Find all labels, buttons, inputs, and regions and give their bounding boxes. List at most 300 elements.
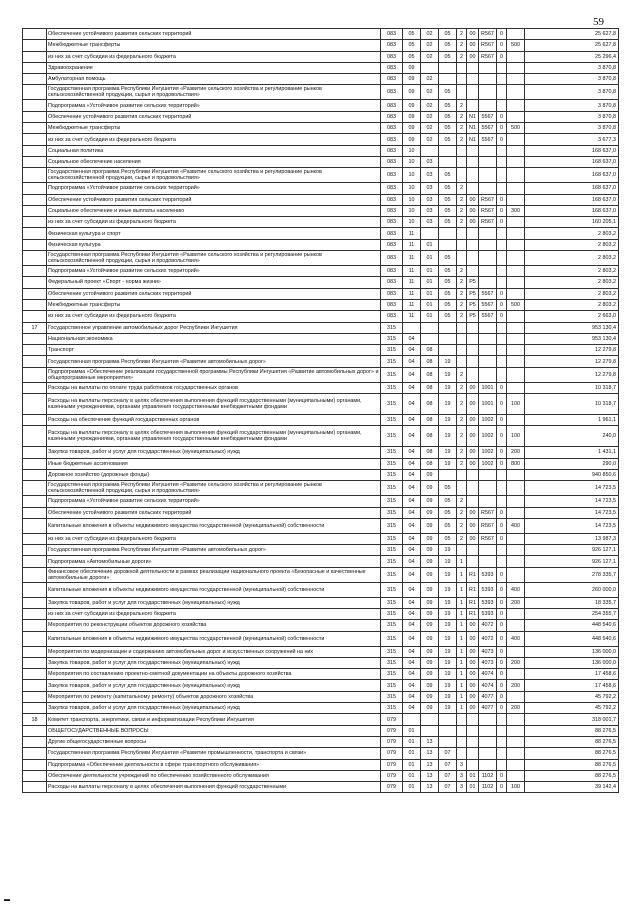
code-cell: 02 — [421, 51, 439, 62]
code-cell: 04 — [403, 367, 421, 382]
code-cell: 0 — [497, 40, 507, 51]
code-cell: 0 — [497, 631, 507, 646]
code-cell: 09 — [421, 496, 439, 507]
code-cell: 04 — [403, 447, 421, 458]
code-cell: 083 — [381, 40, 403, 51]
code-cell — [467, 545, 479, 556]
code-cell — [467, 266, 479, 277]
code-cell: 09 — [421, 703, 439, 714]
code-cell: 04 — [403, 382, 421, 393]
code-cell — [457, 62, 467, 73]
code-cell: 315 — [381, 394, 403, 415]
item-name-cell: из них за счет субсидии из федерального бюджета — [47, 533, 381, 544]
code-cell: 079 — [381, 725, 403, 736]
table-row — [23, 382, 619, 393]
code-cell: 2 — [457, 367, 467, 382]
item-name-cell: Подпрограмма «Устойчивое развитие сельских территорий» — [47, 496, 381, 507]
table-row — [23, 507, 619, 518]
code-cell: 083 — [381, 29, 403, 40]
amount-cell: 45 792,2 — [525, 703, 619, 714]
code-cell: 19 — [439, 394, 457, 415]
code-cell: 04 — [403, 597, 421, 608]
code-cell: R567 — [479, 533, 497, 544]
code-cell: 0 — [497, 597, 507, 608]
code-cell: 19 — [439, 415, 457, 426]
code-cell: 02 — [421, 85, 439, 100]
code-cell: 19 — [439, 447, 457, 458]
code-cell: 315 — [381, 356, 403, 367]
code-cell: 05 — [439, 134, 457, 145]
amount-cell: 2 803,2 — [525, 266, 619, 277]
amount-cell: 168 637,0 — [525, 205, 619, 216]
code-cell — [439, 156, 457, 167]
code-cell: 04 — [403, 394, 421, 415]
code-cell: 2 — [457, 100, 467, 111]
code-cell: 2 — [457, 40, 467, 51]
table-row — [23, 736, 619, 747]
code-cell: 04 — [403, 669, 421, 680]
code-cell — [457, 239, 467, 250]
code-cell: 083 — [381, 134, 403, 145]
code-cell: 0 — [497, 507, 507, 518]
code-cell: 500 — [507, 40, 525, 51]
code-cell: 13 — [421, 782, 439, 793]
code-cell: 08 — [421, 345, 439, 356]
code-cell — [467, 183, 479, 194]
item-name-cell: ОБЩЕГОСУДАРСТВЕННЫЕ ВОПРОСЫ — [47, 725, 381, 736]
code-cell — [507, 266, 525, 277]
code-cell — [497, 322, 507, 333]
code-cell: 200 — [507, 657, 525, 668]
table-row — [23, 145, 619, 156]
amount-cell: 3 870,8 — [525, 74, 619, 85]
table-row — [23, 333, 619, 344]
code-cell — [497, 736, 507, 747]
code-cell: 03 — [421, 205, 439, 216]
code-cell: 0 — [497, 134, 507, 145]
code-cell: 0 — [497, 194, 507, 205]
row-number-cell — [23, 183, 47, 194]
amount-cell: 88 276,5 — [525, 736, 619, 747]
code-cell — [507, 367, 525, 382]
code-cell — [439, 714, 457, 725]
code-cell: 04 — [403, 545, 421, 556]
code-cell — [497, 145, 507, 156]
code-cell — [479, 736, 497, 747]
table-row — [23, 703, 619, 714]
code-cell: 03 — [421, 156, 439, 167]
code-cell: 11 — [403, 228, 421, 239]
amount-cell: 160 205,1 — [525, 217, 619, 228]
code-cell — [421, 714, 439, 725]
code-cell: 09 — [421, 620, 439, 631]
row-number-cell — [23, 725, 47, 736]
table-row — [23, 367, 619, 382]
code-cell: 10 — [403, 156, 421, 167]
amount-cell: 168 637,0 — [525, 156, 619, 167]
code-cell: 03 — [421, 217, 439, 228]
amount-cell: 12 279,8 — [525, 345, 619, 356]
code-cell: 19 — [439, 367, 457, 382]
code-cell: 315 — [381, 447, 403, 458]
code-cell — [439, 322, 457, 333]
code-cell — [507, 759, 525, 770]
code-cell: 04 — [403, 657, 421, 668]
code-cell: 09 — [403, 74, 421, 85]
code-cell: 0 — [497, 426, 507, 447]
code-cell: 315 — [381, 620, 403, 631]
amount-cell: 3 870,8 — [525, 123, 619, 134]
item-name-cell: Обеспечение деятельности учреждений по обеспечению хозяйственного обслуживания — [47, 770, 381, 781]
code-cell — [497, 725, 507, 736]
code-cell: 08 — [421, 458, 439, 469]
table-row — [23, 356, 619, 367]
code-cell: 05 — [439, 40, 457, 51]
code-cell: 05 — [439, 85, 457, 100]
code-cell: 083 — [381, 228, 403, 239]
amount-cell: 18 335,7 — [525, 597, 619, 608]
code-cell — [507, 251, 525, 266]
page-edge-mark: ▬ — [4, 897, 10, 903]
code-cell — [457, 748, 467, 759]
code-cell — [479, 356, 497, 367]
code-cell: 2 — [457, 194, 467, 205]
code-cell: 083 — [381, 100, 403, 111]
item-name-cell: Социальная политика — [47, 145, 381, 156]
row-number-cell — [23, 29, 47, 40]
code-cell: R1 — [467, 567, 479, 582]
code-cell: 0 — [497, 770, 507, 781]
item-name-cell: Иные бюджетные ассигнования — [47, 458, 381, 469]
code-cell — [467, 556, 479, 567]
amount-cell: 12 279,8 — [525, 356, 619, 367]
code-cell — [479, 545, 497, 556]
code-cell — [507, 194, 525, 205]
code-cell — [479, 183, 497, 194]
code-cell: 09 — [403, 100, 421, 111]
amount-cell: 2 803,2 — [525, 288, 619, 299]
code-cell: 05 — [439, 496, 457, 507]
item-name-cell: Физическая культура — [47, 239, 381, 250]
code-cell — [497, 251, 507, 266]
code-cell — [497, 714, 507, 725]
code-cell: 1102 — [479, 782, 497, 793]
item-name-cell: Капитальные вложения в объекты недвижимого имущества государственной (муниципальной) собственности — [47, 582, 381, 597]
code-cell: P5 — [467, 288, 479, 299]
code-cell — [497, 481, 507, 496]
code-cell — [507, 156, 525, 167]
row-number-cell — [23, 51, 47, 62]
code-cell — [507, 288, 525, 299]
code-cell: 0 — [497, 518, 507, 533]
code-cell — [507, 217, 525, 228]
code-cell: 04 — [403, 356, 421, 367]
code-cell: 315 — [381, 691, 403, 702]
code-cell — [507, 608, 525, 619]
code-cell — [497, 333, 507, 344]
code-cell: 05 — [439, 533, 457, 544]
code-cell: 01 — [421, 288, 439, 299]
amount-cell: 12 279,8 — [525, 367, 619, 382]
row-number-cell — [23, 582, 47, 597]
code-cell: 01 — [421, 251, 439, 266]
row-number-cell — [23, 277, 47, 288]
item-name-cell: Закупка товаров, работ и услуг для государственных (муниципальных) нужд — [47, 703, 381, 714]
code-cell: 079 — [381, 736, 403, 747]
page-number: 59 — [593, 16, 604, 28]
row-number-cell — [23, 608, 47, 619]
item-name-cell: Государственная программа Республики Ингушетия «Развитие сельского хозяйства и регулирование рынков сельскохозяйственной продукции, сырья и продовольствия» — [47, 168, 381, 183]
code-cell: 19 — [439, 631, 457, 646]
code-cell — [439, 469, 457, 480]
code-cell: 1001 — [479, 382, 497, 393]
amount-cell: 3 870,8 — [525, 100, 619, 111]
amount-cell: 14 723,5 — [525, 481, 619, 496]
code-cell: 083 — [381, 194, 403, 205]
row-number-cell — [23, 217, 47, 228]
table-row — [23, 415, 619, 426]
code-cell — [497, 759, 507, 770]
code-cell: 03 — [421, 183, 439, 194]
code-cell — [479, 333, 497, 344]
code-cell: 05 — [403, 51, 421, 62]
code-cell: 07 — [439, 770, 457, 781]
code-cell: 0 — [497, 657, 507, 668]
code-cell: 00 — [467, 507, 479, 518]
code-cell — [479, 239, 497, 250]
code-cell — [457, 469, 467, 480]
code-cell: 1 — [457, 556, 467, 567]
table-row — [23, 458, 619, 469]
code-cell: 315 — [381, 518, 403, 533]
amount-cell: 953 130,4 — [525, 333, 619, 344]
code-cell: 04 — [403, 533, 421, 544]
code-cell: 01 — [403, 748, 421, 759]
code-cell: 04 — [403, 518, 421, 533]
code-cell: 2 — [457, 447, 467, 458]
code-cell: 5393 — [479, 582, 497, 597]
code-cell: 3 — [457, 782, 467, 793]
code-cell: 05 — [439, 299, 457, 310]
item-name-cell: Подпрограмма «Устойчивое развитие сельских территорий» — [47, 183, 381, 194]
code-cell: 04 — [403, 426, 421, 447]
code-cell: 200 — [507, 447, 525, 458]
amount-cell: 318 001,7 — [525, 714, 619, 725]
code-cell: 083 — [381, 311, 403, 322]
code-cell — [439, 145, 457, 156]
code-cell: 13 — [421, 759, 439, 770]
row-number-cell — [23, 111, 47, 122]
item-name-cell: Подпрограмма «Автомобильные дороги» — [47, 556, 381, 567]
item-name-cell: Межбюджетные трансферты — [47, 299, 381, 310]
code-cell — [479, 469, 497, 480]
code-cell — [507, 356, 525, 367]
code-cell: 0 — [497, 533, 507, 544]
code-cell: 083 — [381, 51, 403, 62]
item-name-cell: Мероприятия по реконструкции объектов дорожного хозяйства — [47, 620, 381, 631]
code-cell: 02 — [421, 111, 439, 122]
code-cell: 315 — [381, 657, 403, 668]
code-cell: P5 — [467, 277, 479, 288]
code-cell — [497, 556, 507, 567]
amount-cell: 25 296,4 — [525, 51, 619, 62]
code-cell: 0 — [497, 51, 507, 62]
item-name-cell: Обеспечение устойчивого развития сельских территорий — [47, 111, 381, 122]
code-cell: 01 — [421, 299, 439, 310]
code-cell: 19 — [439, 356, 457, 367]
item-name-cell: Подпрограмма «Устойчивое развитие сельских территорий» — [47, 100, 381, 111]
amount-cell: 168 637,0 — [525, 145, 619, 156]
code-cell: 08 — [421, 426, 439, 447]
table-row — [23, 251, 619, 266]
code-cell: 5393 — [479, 597, 497, 608]
code-cell: 11 — [403, 299, 421, 310]
amount-cell: 1 961,1 — [525, 415, 619, 426]
code-cell: 083 — [381, 239, 403, 250]
code-cell: 10 — [403, 183, 421, 194]
row-number-cell — [23, 394, 47, 415]
code-cell — [507, 507, 525, 518]
amount-cell: 2 803,2 — [525, 228, 619, 239]
row-number-cell — [23, 458, 47, 469]
amount-cell: 240,0 — [525, 426, 619, 447]
code-cell: 09 — [421, 469, 439, 480]
code-cell: 00 — [467, 205, 479, 216]
code-cell: 315 — [381, 426, 403, 447]
code-cell — [497, 239, 507, 250]
code-cell: N1 — [467, 134, 479, 145]
code-cell — [507, 770, 525, 781]
code-cell: 00 — [467, 51, 479, 62]
code-cell — [507, 736, 525, 747]
code-cell: 315 — [381, 533, 403, 544]
item-name-cell: Закупка товаров, работ и услуг для государственных (муниципальных) нужд — [47, 657, 381, 668]
table-row — [23, 277, 619, 288]
row-number-cell — [23, 228, 47, 239]
table-row — [23, 608, 619, 619]
code-cell: 19 — [439, 680, 457, 691]
code-cell — [439, 345, 457, 356]
code-cell: 00 — [467, 458, 479, 469]
code-cell: 00 — [467, 382, 479, 393]
code-cell — [421, 333, 439, 344]
code-cell: 08 — [421, 447, 439, 458]
table-row — [23, 183, 619, 194]
item-name-cell: Другие общегосударственные вопросы — [47, 736, 381, 747]
code-cell: 19 — [439, 556, 457, 567]
code-cell — [479, 168, 497, 183]
row-number-cell — [23, 123, 47, 134]
code-cell — [457, 228, 467, 239]
code-cell: 13 — [421, 748, 439, 759]
table-row — [23, 582, 619, 597]
code-cell — [479, 759, 497, 770]
code-cell — [507, 85, 525, 100]
code-cell: 315 — [381, 345, 403, 356]
amount-cell: 290,0 — [525, 458, 619, 469]
code-cell: 5567 — [479, 288, 497, 299]
code-cell — [507, 714, 525, 725]
code-cell: 11 — [403, 266, 421, 277]
code-cell: 079 — [381, 782, 403, 793]
item-name-cell: Обеспечение устойчивого развития сельских территорий — [47, 29, 381, 40]
code-cell: 05 — [439, 251, 457, 266]
item-name-cell: Комитет транспорта, энергетики, связи и информатизации Республики Ингушетия — [47, 714, 381, 725]
code-cell: 19 — [439, 646, 457, 657]
item-name-cell: Расходы на выплаты по оплате труда работников государственных органов — [47, 382, 381, 393]
item-name-cell: из них за счет субсидии из федерального бюджета — [47, 311, 381, 322]
code-cell: 315 — [381, 322, 403, 333]
item-name-cell: Обеспечение устойчивого развития сельских территорий — [47, 194, 381, 205]
code-cell: 10 — [403, 145, 421, 156]
code-cell: 00 — [467, 217, 479, 228]
code-cell: 09 — [403, 62, 421, 73]
code-cell: 2 — [457, 382, 467, 393]
code-cell: 05 — [439, 29, 457, 40]
amount-cell: 448 540,6 — [525, 631, 619, 646]
code-cell — [497, 345, 507, 356]
row-number-cell — [23, 288, 47, 299]
code-cell: 09 — [421, 597, 439, 608]
code-cell: 083 — [381, 251, 403, 266]
code-cell — [457, 168, 467, 183]
code-cell — [457, 85, 467, 100]
code-cell: 09 — [403, 111, 421, 122]
item-name-cell: Расходы на выплаты персоналу в целях обеспечения выполнения функций государственными — [47, 782, 381, 793]
code-cell — [497, 156, 507, 167]
code-cell: 09 — [421, 481, 439, 496]
code-cell: 1 — [457, 597, 467, 608]
code-cell — [497, 74, 507, 85]
item-name-cell: Государственная программа Республики Ингушетия «Развитие сельского хозяйства и регулирование рынков сельскохозяйственной продукции, сырья и продовольствия» — [47, 481, 381, 496]
item-name-cell: Государственное управление автомобильных дорог Республики Ингушетия — [47, 322, 381, 333]
code-cell: 00 — [467, 426, 479, 447]
code-cell: 2 — [457, 205, 467, 216]
amount-cell: 278 335,7 — [525, 567, 619, 582]
code-cell: 05 — [403, 29, 421, 40]
code-cell: 315 — [381, 597, 403, 608]
code-cell: 09 — [421, 545, 439, 556]
code-cell: R567 — [479, 518, 497, 533]
code-cell — [479, 251, 497, 266]
code-cell: 0 — [497, 608, 507, 619]
code-cell — [507, 620, 525, 631]
code-cell: 09 — [421, 533, 439, 544]
item-name-cell: Социальное обеспечение населения — [47, 156, 381, 167]
table-row — [23, 311, 619, 322]
code-cell: 05 — [439, 205, 457, 216]
code-cell — [507, 345, 525, 356]
table-row — [23, 29, 619, 40]
code-cell: 00 — [467, 447, 479, 458]
amount-cell: 136 000,0 — [525, 657, 619, 668]
table-row — [23, 288, 619, 299]
code-cell — [439, 62, 457, 73]
code-cell — [421, 725, 439, 736]
code-cell — [507, 533, 525, 544]
code-cell — [457, 356, 467, 367]
code-cell: 09 — [403, 85, 421, 100]
code-cell: 10 — [403, 217, 421, 228]
table-row — [23, 669, 619, 680]
table-row — [23, 426, 619, 447]
code-cell: 0 — [497, 299, 507, 310]
code-cell: 0 — [497, 691, 507, 702]
item-name-cell: Межбюджетные трансферты — [47, 40, 381, 51]
code-cell: 1002 — [479, 415, 497, 426]
code-cell: 315 — [381, 458, 403, 469]
item-name-cell: Финансовое обеспечение дорожной деятельности в рамках реализации национального проекта «Безопасные и качественные автомобильные дороги» — [47, 567, 381, 582]
